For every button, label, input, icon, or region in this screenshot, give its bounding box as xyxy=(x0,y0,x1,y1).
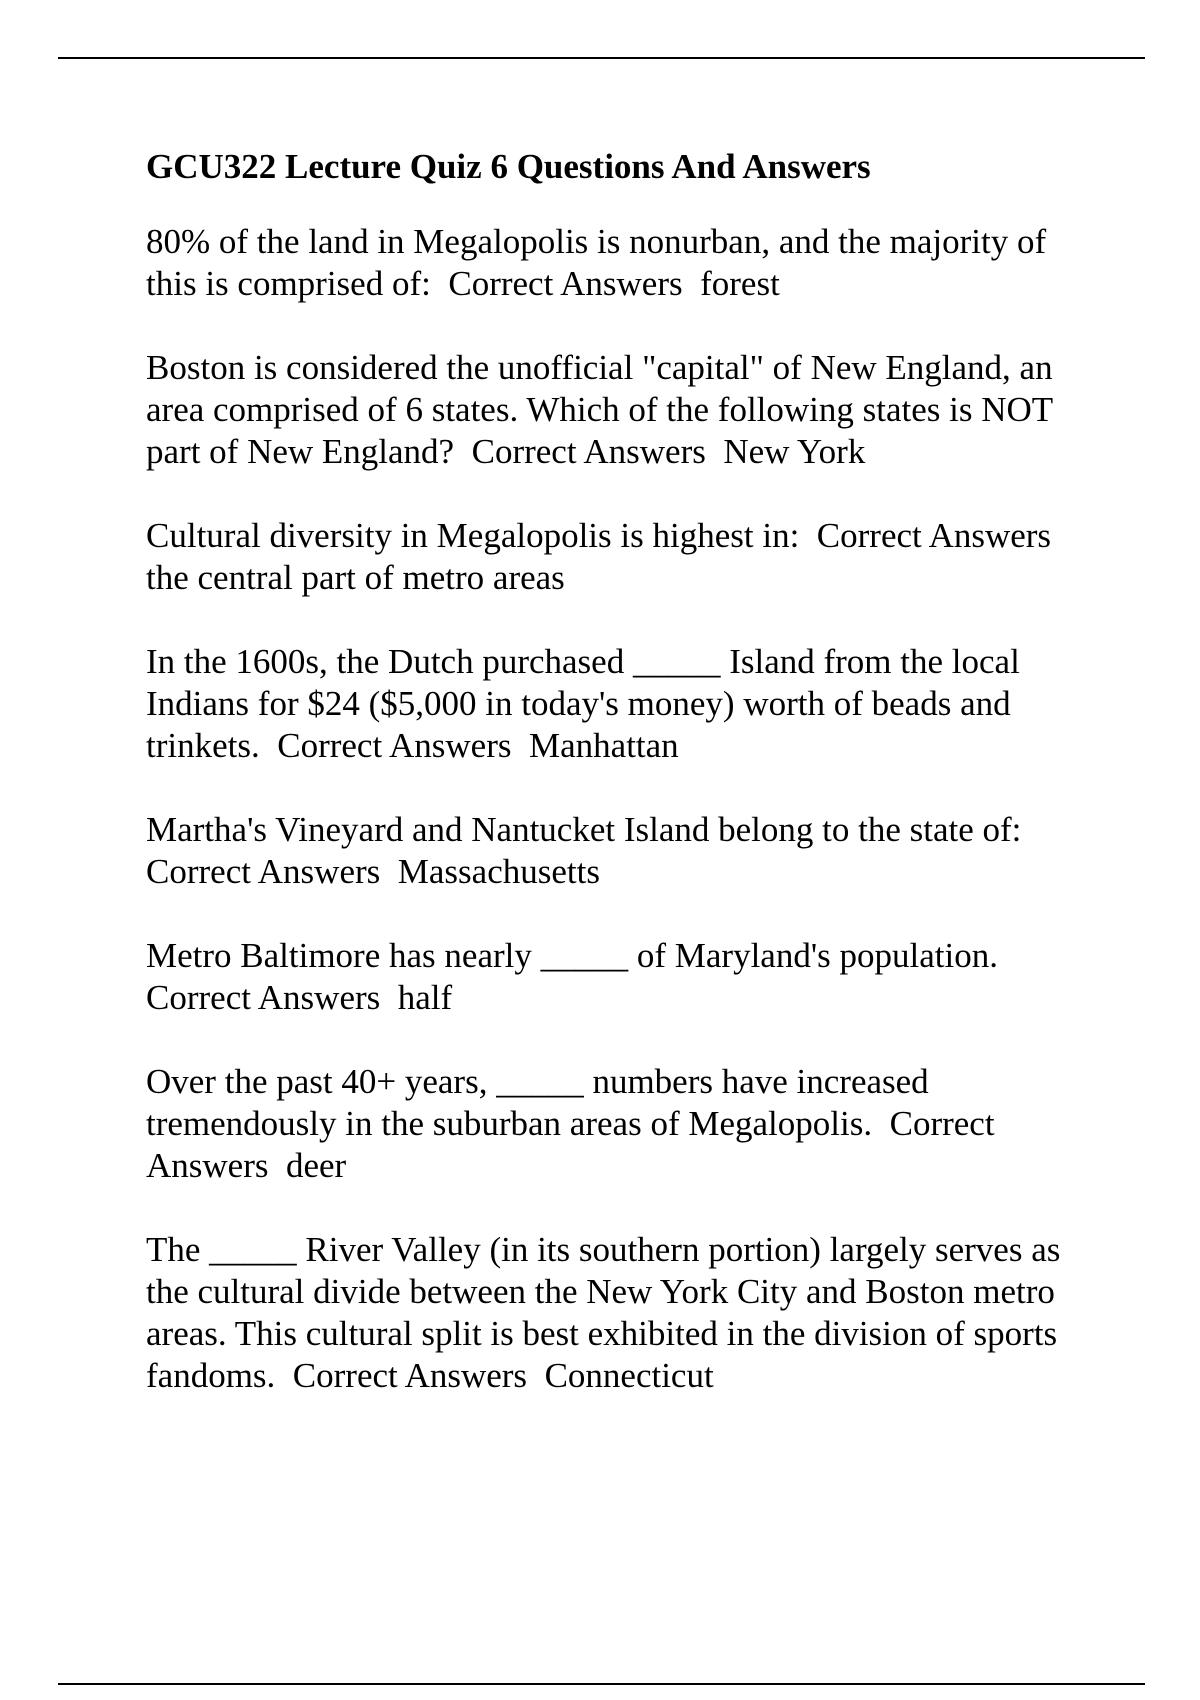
qa-item xyxy=(146,641,1096,767)
top-rule xyxy=(58,57,1145,59)
answer-text: Connecticut xyxy=(544,1356,714,1395)
question-text: Metro Baltimore has nearly _____ of Maryland's population. xyxy=(146,936,998,975)
answer-label: Correct Answers xyxy=(146,978,381,1017)
answer-label: Correct Answers xyxy=(146,1104,1002,1185)
question-text: Cultural diversity in Megalopolis is highest in: xyxy=(146,516,800,555)
qa-item xyxy=(146,1229,1096,1397)
answer-text: half xyxy=(397,978,453,1017)
qa-item xyxy=(146,515,1096,599)
qa-item xyxy=(146,347,1096,473)
qa-item xyxy=(146,935,1096,1019)
document-title: GCU322 Lecture Quiz 6 Questions And Answers xyxy=(146,147,871,186)
answer-label: Correct Answers xyxy=(292,1356,528,1395)
answer-label: Correct Answers xyxy=(277,726,512,765)
answer-text: the central part of metro areas xyxy=(146,558,565,597)
question-text: Boston is considered the unofficial "capital" of New England, an area comprised of 6 states. Which of the following states is NOT part of New England? xyxy=(146,348,1062,471)
answer-text: Manhattan xyxy=(529,726,679,765)
question-text: In the 1600s, the Dutch purchased _____ Island from the local Indians for $24 ($5,000 in today's money) worth of beads and trinkets. xyxy=(146,642,1029,765)
qa-item xyxy=(146,1061,1096,1187)
qa-item xyxy=(146,221,1096,305)
answer-text: Massachusetts xyxy=(397,852,600,891)
document-body xyxy=(146,143,1096,1439)
answer-text: deer xyxy=(285,1146,347,1185)
answer-label: Correct Answers xyxy=(146,852,381,891)
answer-label: Correct Answers xyxy=(471,432,706,471)
question-text: Over the past 40+ years, _____ numbers have increased tremendously in the suburban areas of Megalopolis. xyxy=(146,1062,938,1143)
question-text: 80% of the land in Megalopolis is nonurban, and the majority of this is comprised of: xyxy=(146,222,1055,303)
question-text: Martha's Vineyard and Nantucket Island belong to the state of: xyxy=(146,810,1022,849)
question-text: The _____ River Valley (in its southern portion) largely serves as the cultural divide between the New York City and Boston metro areas. This cultural split is best exhibited in the division of sports fandoms. xyxy=(146,1230,1070,1395)
qa-item xyxy=(146,809,1096,893)
bottom-rule xyxy=(58,1683,1145,1685)
answer-text: forest xyxy=(700,264,780,303)
answer-label: Correct Answers xyxy=(816,516,1052,555)
answer-label: Correct Answers xyxy=(448,264,683,303)
answer-text: New York xyxy=(723,432,866,471)
